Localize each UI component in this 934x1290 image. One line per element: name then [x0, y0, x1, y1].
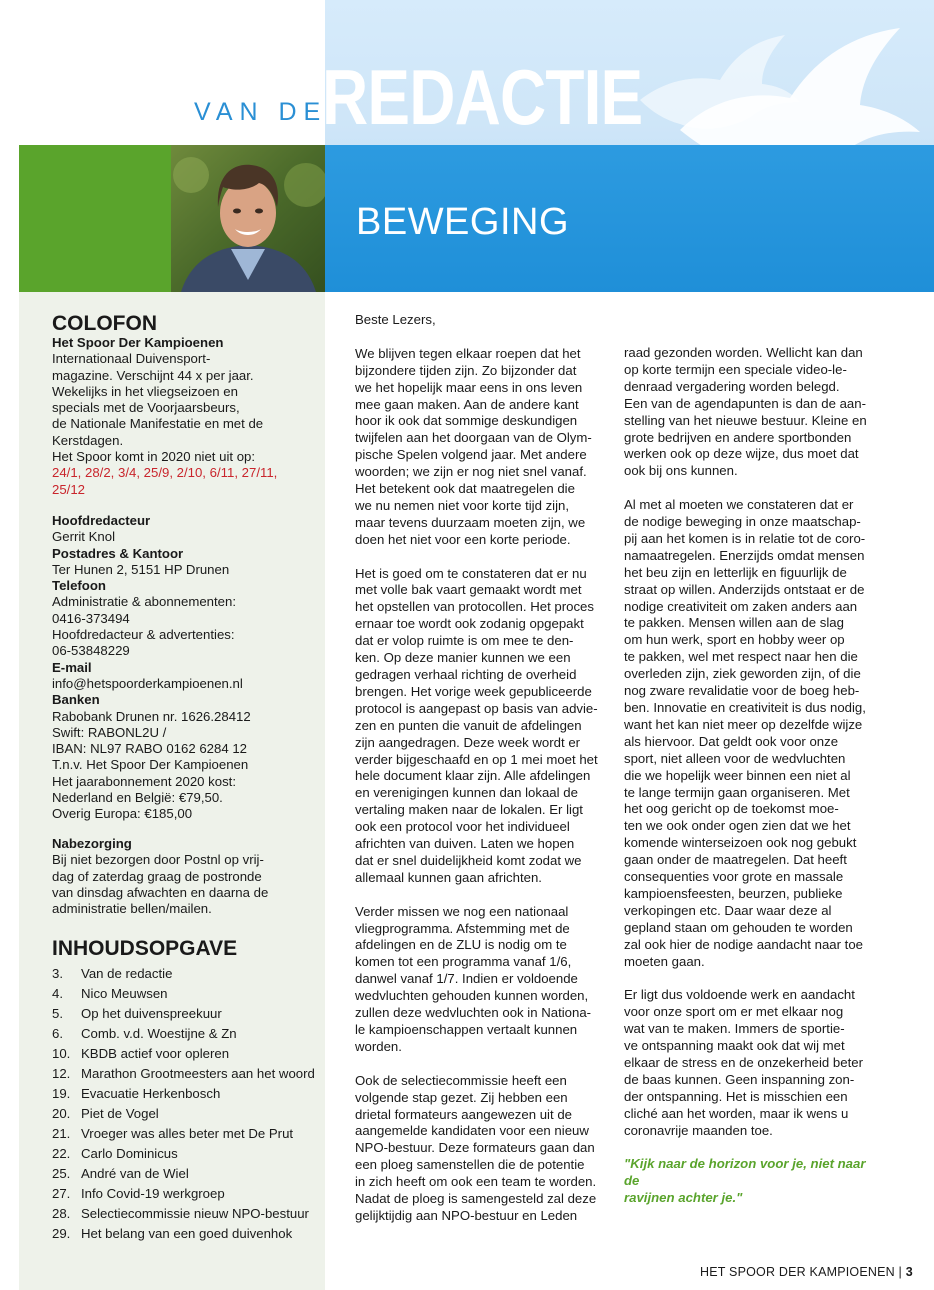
article-line: zal ook hier de nodige aandacht naar toe	[624, 936, 864, 952]
article-line: en verenigingen kunnen dan lokaal de	[355, 785, 578, 801]
article-line: gaan onder de maatregelen. Dat heeft	[624, 852, 847, 868]
article-line: namaatregelen. Enerzijds omdat mensen	[624, 547, 865, 563]
article-line: dat er snel duidelijkheid komt zodat we	[355, 852, 582, 868]
article-line: Er ligt dus voldoende werk en aandacht	[624, 987, 855, 1003]
toc-item[interactable]	[52, 1125, 322, 1145]
article-line: verder bijgeschaafd en op 1 mei moet het	[355, 751, 598, 767]
article-line: verkopingen etc. Daar waar deze al	[624, 902, 832, 918]
toc-label: Info Covid-19 werkgroep	[81, 1186, 225, 1201]
colofon-publication: Het Spoor Der Kampioenen	[52, 335, 224, 350]
article-line: met volle bak vaart gemaakt wordt met	[355, 582, 582, 598]
quote-line: "Kijk naar de horizon voor je, niet naar de	[624, 1156, 866, 1189]
article-line: Beste Lezers,	[355, 312, 436, 327]
article-line: Nadat de ploeg is samengesteld zal deze	[355, 1191, 597, 1207]
article-line: hele document klaar zijn. Alle afdelingen	[355, 768, 591, 784]
colofon-dates: 25/12	[52, 481, 86, 497]
toc-item[interactable]	[52, 1105, 322, 1125]
toc-page: 10.	[52, 1046, 71, 1061]
email-value: info@hetspoorderkampioenen.nl	[52, 675, 243, 691]
toc-item[interactable]	[52, 1065, 322, 1085]
banken-line: Swift: RABONL2U /	[52, 724, 167, 740]
banken-line: T.n.v. Het Spoor Der Kampioenen	[52, 757, 249, 773]
nabezorging-line: dag of zaterdag graag de postronde	[52, 868, 262, 884]
article-line: als hiervoor. Dat geldt ook voor onze	[624, 733, 839, 749]
article-line: ook een protocol voor het individueel	[355, 819, 570, 835]
toc-label: Marathon Grootmeesters aan het woord	[81, 1066, 315, 1081]
article-line: kampioensfeesten, beurzen, publieke	[624, 885, 843, 901]
article-line: drietal formateurs aangewezen uit de	[355, 1106, 572, 1122]
toc-page: 19.	[52, 1086, 71, 1101]
article-line: werken ook op deze wijze, dus moet dat	[624, 446, 859, 462]
article-line: het beu zijn en letterlijk en figuurlijk de	[624, 564, 847, 580]
article-line: stelling van het nieuwe bestuur. Kleine en	[624, 412, 867, 428]
article-line: gelijktijdig aan NPO-bestuur en Leden	[355, 1207, 578, 1223]
colofon-intro-line: Wekelijks in het vliegseizoen en	[52, 383, 238, 399]
toc-label: KBDB actief voor opleren	[81, 1046, 230, 1061]
telefoon-label: Telefoon	[52, 578, 106, 594]
article-line: doen het niet voor een korte periode.	[355, 531, 571, 547]
email-label: E-mail	[52, 659, 92, 675]
contact-block	[52, 513, 314, 823]
article-line: Het is goed om te constateren dat er nu	[355, 565, 587, 581]
nabezorging-line: Bij niet bezorgen door Postnl op vrij-	[52, 852, 264, 868]
article-column-2	[624, 345, 877, 1224]
banken-line: Overig Europa: €185,00	[52, 806, 193, 822]
toc-item[interactable]	[52, 985, 322, 1005]
article-line: om hun werk, sport en hobby weer op	[624, 632, 845, 648]
article-line: sport, niet alleen voor de wedvluchten	[624, 750, 846, 766]
article-line: danwel vanaf 1/7. Indien er voldoende	[355, 971, 578, 987]
header-green-block	[19, 145, 171, 292]
inhoudsopgave-title: INHOUDSOPGAVE	[52, 937, 238, 960]
toc-item[interactable]	[52, 1145, 322, 1165]
banken-label: Banken	[52, 692, 100, 708]
article-line: wedvluchten gehouden kunnen worden,	[355, 988, 589, 1004]
toc-page: 5.	[52, 1006, 63, 1021]
article-line: moeten gaan.	[624, 953, 705, 969]
toc-label: Comb. v.d. Woestijne & Zn	[81, 1026, 237, 1041]
article-line: Ook de selectiecommissie heeft een	[355, 1072, 567, 1088]
article-column-1	[355, 312, 608, 1242]
article-line: worden.	[355, 1038, 402, 1054]
article-line: nog zware revalidatie voor de boeg heb-	[624, 683, 860, 699]
article-paragraph	[355, 312, 608, 329]
toc-page: 28.	[52, 1206, 71, 1221]
article-line: vertaling maken naar de lokalen. Er ligt	[355, 802, 583, 818]
article-paragraph	[624, 987, 877, 1139]
toc-page: 20.	[52, 1106, 71, 1121]
colofon-block	[52, 335, 314, 498]
toc-item[interactable]	[52, 1045, 322, 1065]
colofon-intro-line: Het Spoor komt in 2020 niet uit op:	[52, 449, 256, 465]
page-footer	[700, 1265, 913, 1279]
toc-label: Van de redactie	[81, 966, 173, 981]
article-line: cliché aan het worden, maar ik wens u	[624, 1105, 849, 1121]
article-line: komende winterseizoen ook nog gebukt	[624, 835, 857, 851]
article-line: vliegprogramma. Afstemming met de	[355, 920, 570, 936]
nabezorging-label: Nabezorging	[52, 836, 132, 851]
article-line: te lange termijn gaan organiseren. Met	[624, 784, 850, 800]
article-line: Het betekent ook dat maatregelen die	[355, 481, 575, 497]
article-paragraph	[624, 345, 877, 480]
banken-line: Rabobank Drunen nr. 1626.28412	[52, 708, 251, 724]
article-line: het oog gericht op de toekomst moe-	[624, 801, 839, 817]
banken-line: Nederland en België: €79,50.	[52, 790, 223, 806]
article-line: consequenties voor grote en massale	[624, 869, 844, 885]
article-line: denraad vergadering worden belegd.	[624, 378, 840, 394]
postadres-value: Ter Hunen 2, 5151 HP Drunen	[52, 561, 230, 577]
toc-label: Vroeger was alles beter met De Prut	[81, 1126, 294, 1141]
article-line: voor onze sport om er met elkaar nog	[624, 1004, 844, 1020]
article-line: zullen deze wedvluchten ook in Nationa-	[355, 1005, 592, 1021]
article-line: ernaar toe wordt ook zodanig opgepakt	[355, 616, 584, 632]
nabezorging-block	[52, 836, 314, 917]
hoofdredacteur-name: Gerrit Knol	[52, 529, 116, 545]
article-line: brengen. Het vorige week gepubliceerde	[355, 683, 592, 699]
closing-quote	[624, 1156, 877, 1207]
banken-line: IBAN: NL97 RABO 0162 6284 12	[52, 741, 248, 757]
hoofdredacteur-label: Hoofdredacteur	[52, 513, 151, 528]
article-line: want het kan niet meer op dezelfde wijze	[624, 716, 863, 732]
colofon-intro-line: Kerstdagen.	[52, 432, 124, 448]
telefoon-line: Hoofdredacteur & advertenties:	[52, 627, 235, 643]
article-paragraph	[355, 566, 608, 887]
toc-label: Piet de Vogel	[81, 1106, 159, 1121]
colofon-intro-line: Internationaal Duivensport-	[52, 351, 211, 367]
table-of-contents	[52, 965, 322, 1245]
nabezorging-line: administratie bellen/mailen.	[52, 901, 212, 917]
toc-page: 25.	[52, 1166, 71, 1181]
toc-item[interactable]	[52, 1005, 322, 1025]
colofon-intro-line: specials met de Voorjaarsbeurs,	[52, 400, 240, 416]
article-line: nodige creativiteit om zaken anders aan	[624, 598, 858, 614]
article-line: coronavrije maanden toe.	[624, 1122, 773, 1138]
article-line: een ploeg samenstellen die de potentie	[355, 1157, 585, 1173]
article-line: afdelingen en de ZLU is nodig om te	[355, 937, 567, 953]
article-line: der ontspanning. Het is misschien een	[624, 1088, 848, 1104]
article-line: protocol is aangepast op basis van advie-	[355, 700, 598, 716]
article-line: aangemelde kandidaten voor een nieuw	[355, 1123, 589, 1139]
toc-label: Het belang van een goed duivenhok	[81, 1226, 293, 1241]
telefoon-line: 06-53848229	[52, 643, 130, 659]
toc-page: 3.	[52, 966, 63, 981]
toc-item[interactable]	[52, 1205, 322, 1225]
toc-page: 21.	[52, 1126, 71, 1141]
article-line: zijn aangedragen. Deze week wordt er	[355, 734, 581, 750]
colofon-intro-line: magazine. Verschijnt 44 x per jaar.	[52, 367, 254, 383]
toc-label: Op het duivenspreekuur	[81, 1006, 222, 1021]
article-line: te pakken, wel met respect naar hen die	[624, 649, 858, 665]
article-line: ook bij ons kunnen.	[624, 463, 738, 479]
article-line: allemaal kunnen gaan africhten.	[355, 869, 542, 885]
toc-page: 4.	[52, 986, 63, 1001]
editor-portrait	[171, 145, 325, 292]
article-paragraph	[355, 1073, 608, 1225]
article-line: le kampioenschappen vertaalt kunnen	[355, 1022, 578, 1038]
article-line: ken. Op deze manier kunnen we een	[355, 650, 571, 666]
article-line: komen tot een programma vanaf 1/6,	[355, 954, 572, 970]
article-line: NPO-bestuur. Deze formateurs gaan dan	[355, 1140, 595, 1156]
toc-page: 12.	[52, 1066, 71, 1081]
article-line: maar tevens duurzaam moeten zijn, we	[355, 514, 586, 530]
article-line: te pakken. Mensen willen aan de slag	[624, 615, 844, 631]
article-line: in zich heeft om ook een team te worden.	[355, 1174, 597, 1190]
toc-item[interactable]	[52, 1225, 322, 1245]
article-paragraph	[355, 346, 608, 549]
toc-item[interactable]	[52, 965, 322, 985]
article-line: Verder missen we nog een nationaal	[355, 903, 569, 919]
article-paragraph	[355, 904, 608, 1056]
article-line: Al met al moeten we constateren dat er	[624, 497, 854, 513]
banken-line: Het jaarabonnement 2020 kost:	[52, 773, 237, 789]
toc-label: Nico Meuwsen	[81, 986, 168, 1001]
nabezorging-line: van dinsdag afwachten en daarna de	[52, 884, 269, 900]
article-line: woorden; we zijn er nog niet snel vanaf.	[355, 464, 587, 480]
toc-item[interactable]	[52, 1085, 322, 1105]
toc-label: Evacuatie Herkenbosch	[81, 1086, 221, 1101]
article-line: We blijven tegen elkaar roepen dat het	[355, 345, 581, 361]
article-line: twijfelen aan het doorgaan van de Olym-	[355, 430, 592, 446]
article-line: ve ontspanning maakt ook dat wij met	[624, 1038, 845, 1054]
toc-item[interactable]	[52, 1025, 322, 1045]
toc-label: André van de Wiel	[81, 1166, 189, 1181]
article-line: dat er volop ruimte is om mee te den-	[355, 633, 574, 649]
telefoon-line: 0416-373494	[52, 610, 130, 626]
article-line: de baas kunnen. Geen inspanning zon-	[624, 1071, 855, 1087]
article-line: straat op willen. Anderzijds ontstaat er de	[624, 581, 865, 597]
article-line: we het hopelijk maar eens in ons leven	[355, 379, 583, 395]
header-redactie: REDACTIE	[322, 53, 643, 141]
postadres-label: Postadres & Kantoor	[52, 545, 184, 561]
article-title: BEWEGING	[356, 201, 570, 243]
article-line: ten we ook onder ogen zien dat we het	[624, 818, 851, 834]
article-line: gedragen verhaal richting de overheid	[355, 667, 577, 682]
article-line: Een van de agendapunten is dan de aan-	[624, 395, 866, 411]
telefoon-line: Administratie & abonnementen:	[52, 594, 237, 610]
toc-page: 22.	[52, 1146, 71, 1161]
article-line: op korte termijn een speciale video-le-	[624, 361, 847, 377]
toc-item[interactable]	[52, 1165, 322, 1185]
article-line: gepland staan om gehouden te worden	[624, 919, 853, 935]
article-line: overleden zijn, ziek geworden zijn, of die	[624, 666, 861, 682]
toc-page: 29.	[52, 1226, 71, 1241]
colofon-intro-line: de Nationale Manifestatie en met de	[52, 416, 264, 432]
toc-item[interactable]	[52, 1185, 322, 1205]
article-line: hoor ik ook dat sommige deskundigen	[355, 413, 578, 429]
colofon-dates: 24/1, 28/2, 3/4, 25/9, 2/10, 6/11, 27/11,	[52, 465, 278, 481]
article-line: elkaar de stress en de onzekerheid beter	[624, 1055, 863, 1071]
article-paragraph	[624, 497, 877, 970]
footer-publication: HET SPOOR DER KAMPIOENEN |	[700, 1265, 903, 1279]
quote-line: ravijnen achter je."	[624, 1190, 743, 1206]
article-line: die we hopelijk weer binnen een niet al	[624, 767, 851, 783]
page-number: 3	[905, 1265, 913, 1279]
toc-page: 6.	[52, 1026, 63, 1041]
article-line: africhten van duiven. Laten we hopen	[355, 836, 575, 852]
article-line: de nodige beweging in onze maatschap-	[624, 514, 861, 530]
article-line: mee gaan maken. Aan de andere kant	[355, 396, 579, 412]
article-line: het opstellen van protocollen. Het proces	[355, 599, 594, 615]
article-line: volgende stap gezet. Zij hebben een	[355, 1089, 568, 1105]
toc-label: Carlo Dominicus	[81, 1146, 178, 1161]
header-van-de: VAN DE	[194, 98, 328, 126]
article-line: pij aan het komen is in relatie tot de coro-	[624, 530, 866, 546]
article-line: grote bedrijven en andere sportbonden	[624, 429, 852, 445]
article-line: we nu nemen niet voor korte tijd zijn,	[355, 497, 570, 513]
article-line: wat van te maken. Immers de sportie-	[624, 1021, 845, 1037]
colofon-title: COLOFON	[52, 312, 157, 335]
article-line: bijzondere tijden zijn. Zo bijzonder dat	[355, 362, 577, 378]
article-line: pische Spelen volgend jaar. Met andere	[355, 447, 587, 463]
article-line: ben. Innovatie en creativiteit is dus nodig,	[624, 700, 866, 716]
toc-label: Selectiecommissie nieuw NPO-bestuur	[81, 1206, 309, 1221]
toc-page: 27.	[52, 1186, 71, 1201]
article-line: raad gezonden worden. Wellicht kan dan	[624, 345, 863, 360]
article-line: zen en punten die vanuit de afdelingen	[355, 717, 582, 733]
